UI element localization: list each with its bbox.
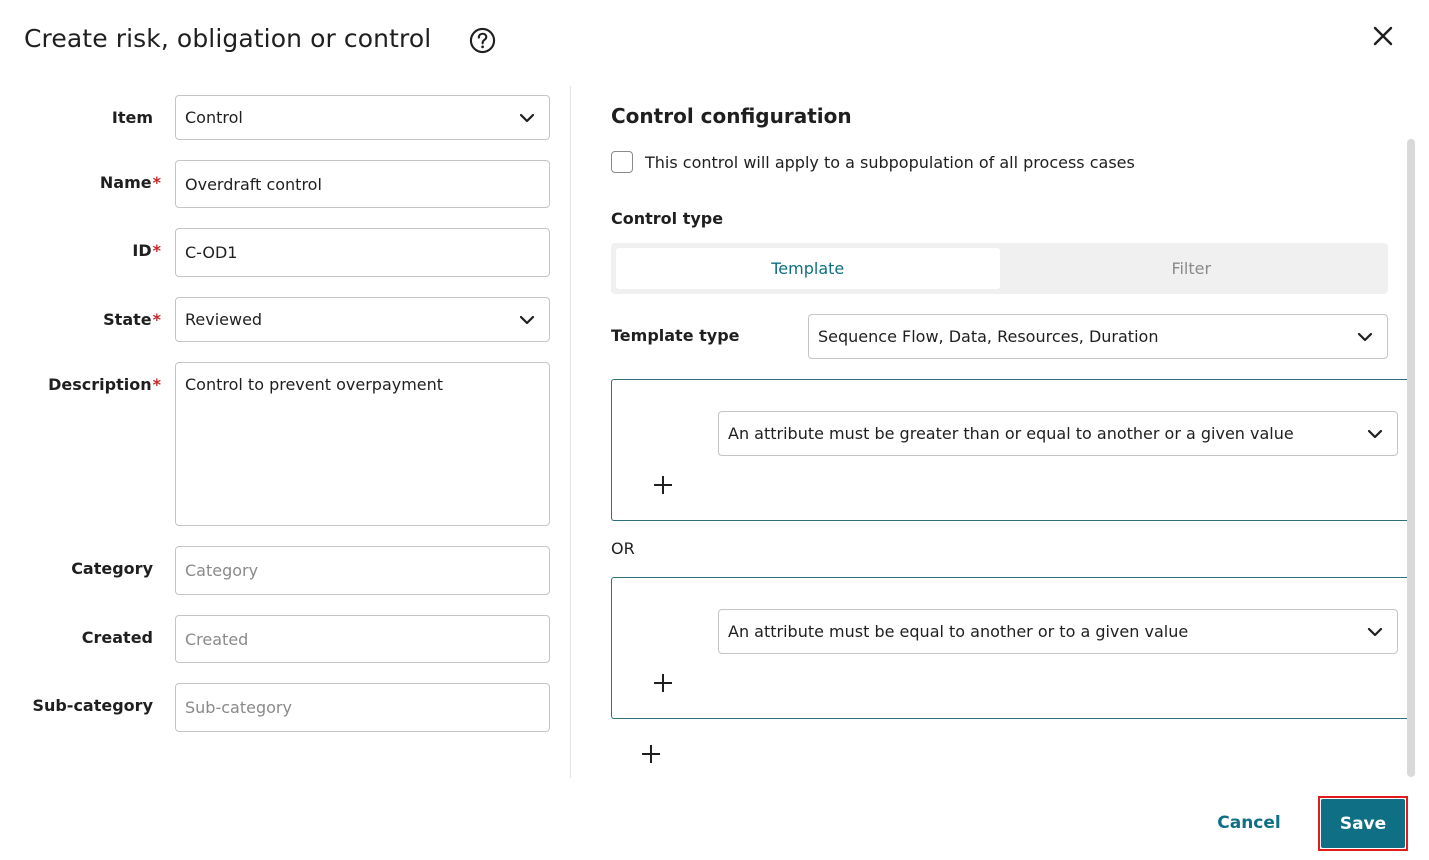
description-label: Description* [48,375,161,394]
add-condition-icon[interactable] [653,673,673,693]
rule-select-1-value: An attribute must be greater than or equal to another or a given value [728,424,1294,443]
rule-select-2-value: An attribute must be equal to another or to a given value [728,622,1189,641]
item-select[interactable] [175,95,550,140]
chevron-down-icon [1356,328,1374,346]
description-field[interactable] [175,362,550,526]
template-type-select[interactable] [808,314,1388,359]
created-label: Created [81,628,153,647]
id-input[interactable] [185,229,540,276]
template-type-value: Sequence Flow, Data, Resources, Duration [818,327,1159,346]
description-textarea[interactable] [185,363,540,525]
id-label: ID* [132,241,161,260]
state-label: State* [103,310,161,329]
tab-filter[interactable]: Filter [1171,259,1212,278]
close-icon[interactable] [1372,25,1394,47]
control-configuration-title: Control configuration [611,104,852,128]
tab-template[interactable]: Template [616,248,1000,289]
name-field[interactable] [175,160,550,208]
subpopulation-checkbox[interactable] [611,151,633,173]
or-separator: OR [611,539,635,558]
chevron-down-icon [1366,425,1384,443]
save-button[interactable]: Save [1321,799,1405,848]
created-field[interactable] [175,615,550,663]
chevron-down-icon [518,311,536,329]
name-label: Name* [99,173,161,192]
help-icon[interactable] [469,27,496,54]
subcategory-input[interactable] [185,684,540,731]
control-type-label: Control type [611,209,724,228]
chevron-down-icon [1366,623,1384,641]
item-select-value: Control [185,108,243,127]
item-label: Item [111,108,153,127]
id-field[interactable] [175,228,550,277]
name-input[interactable] [185,161,540,207]
add-rule-group-icon[interactable] [641,744,661,764]
rule-group-2 [611,577,1411,719]
subpopulation-label: This control will apply to a subpopulation of all process cases [645,152,1135,172]
control-type-toggle [611,243,1388,294]
rule-select-2[interactable] [718,609,1398,654]
cancel-button[interactable]: Cancel [1204,803,1294,843]
state-select[interactable] [175,297,550,342]
subcategory-field[interactable] [175,683,550,732]
state-select-value: Reviewed [185,310,263,329]
add-condition-icon[interactable] [653,475,673,495]
category-input[interactable] [185,547,540,594]
subpopulation-option [611,151,1135,173]
created-input[interactable] [185,616,540,662]
chevron-down-icon [518,109,536,127]
dialog-title: Create risk, obligation or control [24,24,432,53]
panel-divider [570,86,571,778]
category-field[interactable] [175,546,550,595]
template-type-label: Template type [611,326,740,345]
right-panel-scrollbar[interactable] [1407,139,1415,777]
subcategory-label: Sub-category [32,696,153,715]
rule-group-1 [611,379,1411,521]
rule-select-1[interactable] [718,411,1398,456]
category-label: Category [71,559,153,578]
